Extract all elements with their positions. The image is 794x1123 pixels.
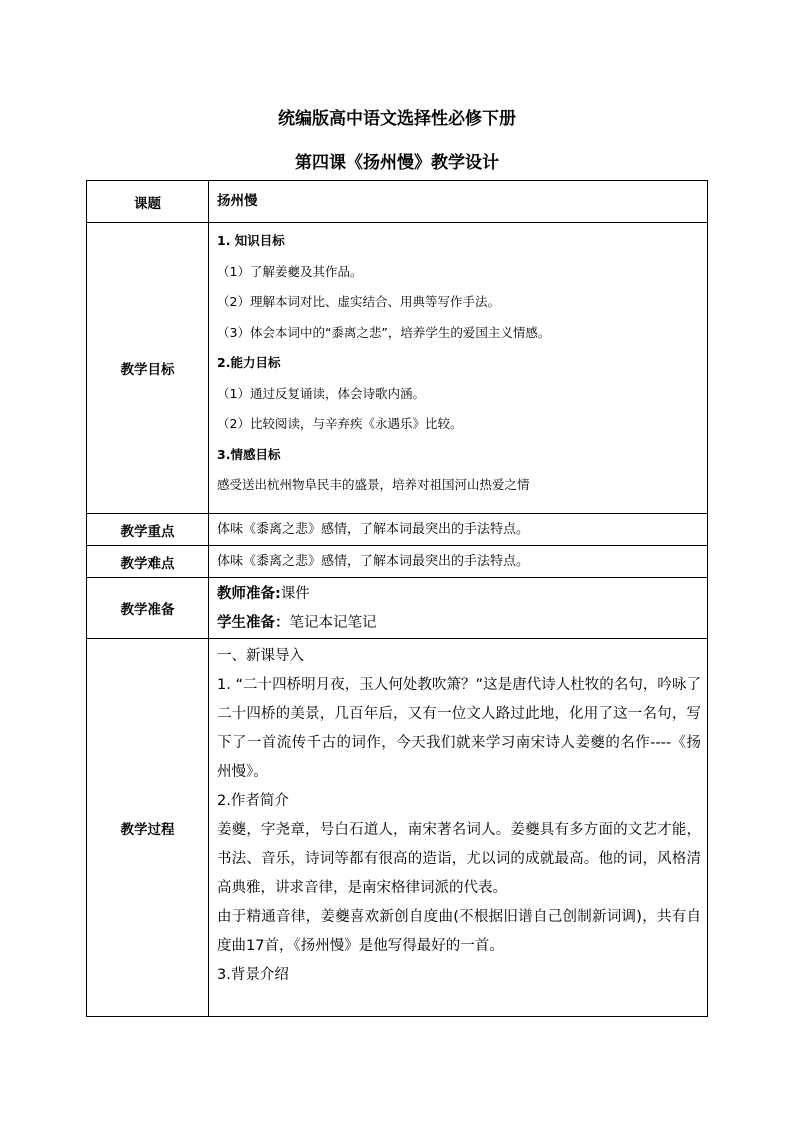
preparation-cell — [209, 578, 708, 639]
key-points-label: 教学重点 — [87, 514, 209, 546]
difficulties-cell — [209, 546, 708, 578]
teacher-prep-value: 课件 — [280, 586, 310, 602]
lesson-plan-table — [86, 180, 708, 1017]
goals-line: （2）比较阅读，与辛弃疾《永遇乐》比较。 — [217, 416, 463, 431]
topic-value: 扬州慢 — [217, 193, 258, 209]
preparation-label: 教学准备 — [87, 578, 209, 639]
key-points-cell — [209, 514, 708, 546]
table-row-topic — [87, 181, 708, 223]
topic-cell — [209, 181, 708, 223]
student-prep-line — [217, 609, 701, 638]
process-label: 教学过程 — [87, 639, 209, 1017]
goals-line: （3）体会本词中的“黍离之悲”，培养学生的爱国主义情感。 — [217, 324, 551, 340]
table-row-difficulties — [87, 546, 708, 578]
table-row-process — [87, 639, 708, 1017]
process-cell — [209, 639, 708, 1017]
document-subtitle: 第四课《扬州慢》教学设计 — [295, 153, 499, 173]
teacher-prep-key: 教师准备: — [217, 586, 281, 602]
process-paragraph: 1. “二十四桥明月夜，玉人何处教吹箫？”这是唐代诗人杜牧的名句，吟咏了二十四桥的美景，几百年后，又有一位文人路过此地，化用了这一名句，写下了一首流传千古的词作，今天我们就来学习南宋诗人姜夔的名作----《扬州慢》。 — [217, 677, 701, 780]
goals-label: 教学目标 — [87, 223, 209, 514]
student-prep-value: 笔记本记笔记 — [289, 615, 377, 631]
goals-line: 2.能力目标 — [217, 355, 281, 370]
goals-cell — [209, 223, 708, 514]
goals-line: （2）理解本词对比、虚实结合、用典等写作手法。 — [217, 294, 500, 309]
teacher-prep-line — [217, 580, 701, 609]
goals-line: 1. 知识目标 — [217, 233, 285, 248]
key-points-value: 体味《黍离之悲》感情，了解本词最突出的手法特点。 — [217, 522, 530, 537]
table-row-goals — [87, 223, 708, 514]
process-paragraph: 3.背景介绍 — [217, 967, 289, 983]
process-paragraph: 由于精通音律，姜夔喜欢新创自度曲(不根据旧谱自己创制新词调)，共有自度曲17首，《扬州慢》是他写得最好的一首。 — [217, 909, 701, 954]
difficulties-value: 体味《黍离之悲》感情，了解本词最突出的手法特点。 — [217, 554, 530, 569]
document-title: 统编版高中语文选择性必修下册 — [278, 109, 516, 129]
goals-line: （1）通过反复诵读，体会诗歌内涵。 — [217, 385, 425, 401]
process-paragraph: 姜夔，字尧章，号白石道人，南宋著名词人。姜夔具有多方面的文艺才能，书法、音乐，诗词等都有很高的造诣，尤以词的成就最高。他的词，风格清高典雅，讲求音律，是南宋格律词派的代表。 — [217, 822, 701, 896]
process-paragraph: 2.作者简介 — [217, 793, 289, 809]
goals-line: （1）了解姜夔及其作品。 — [217, 263, 363, 279]
topic-label: 课题 — [87, 181, 209, 223]
goals-line: 感受送出杭州物阜民丰的盛景，培养对祖国河山热爱之情 — [217, 477, 530, 492]
goals-line: 3.情感目标 — [217, 446, 281, 462]
table-row-preparation — [87, 578, 708, 639]
process-paragraph: 一、新课导入 — [217, 648, 304, 664]
difficulties-label: 教学难点 — [87, 546, 209, 578]
student-prep-key: 学生准备： — [217, 615, 290, 631]
table-row-key-points — [87, 514, 708, 546]
